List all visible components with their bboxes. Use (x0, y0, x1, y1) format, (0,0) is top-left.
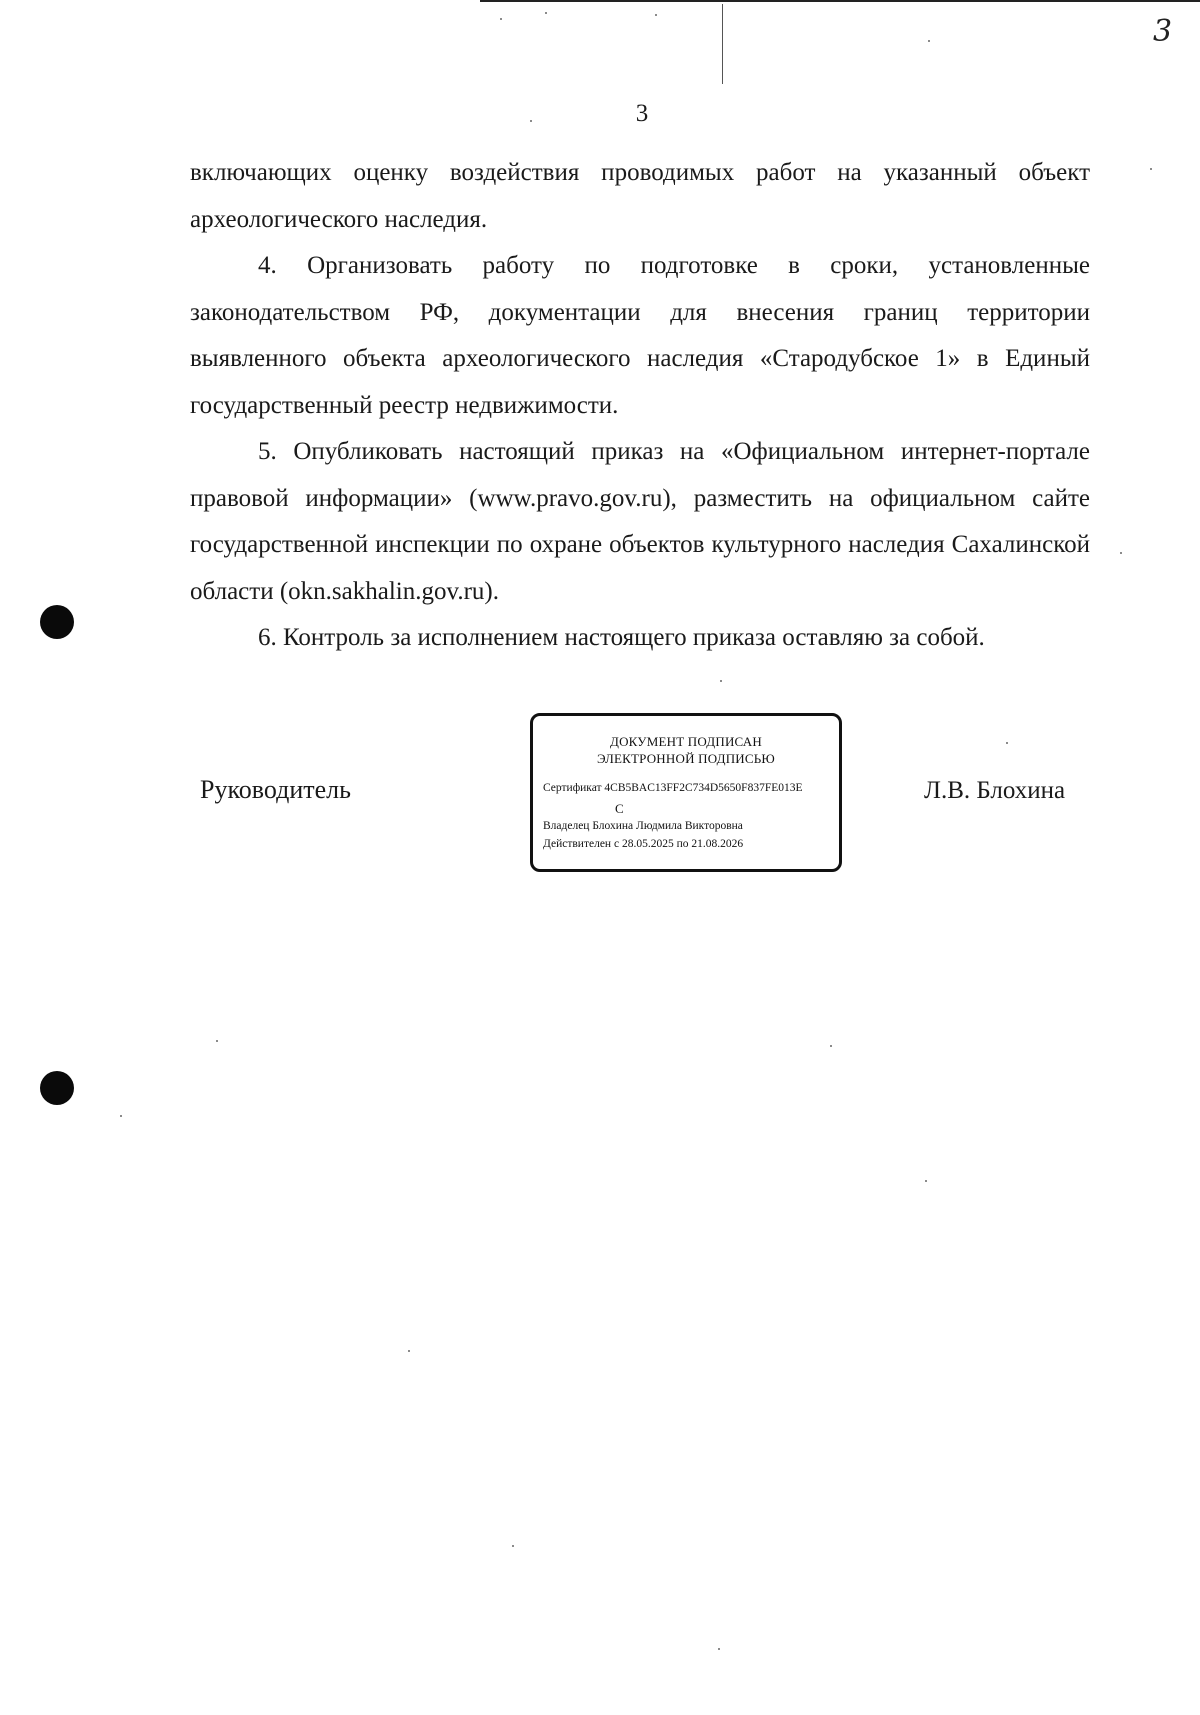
paragraph-item-6: 6. Контроль за исполнением настоящего приказа оставляю за собой. (258, 624, 985, 651)
paragraph-item-4: 4. Организовать работу по подготовке в сроки, установленные законодательством РФ, документации для внесения границ территории выявленного объекта археологического наследия «Стародубское 1» в Единый государственный реестр недвижимости. (190, 252, 1090, 419)
stamp-certificate-tail: C (615, 801, 624, 816)
document-body (190, 150, 1090, 662)
scan-speck (408, 1350, 410, 1352)
scan-fold-line (722, 4, 723, 84)
scan-speck (718, 1648, 720, 1650)
scan-speck (1006, 742, 1008, 744)
scan-speck (545, 12, 547, 14)
signatory-name: Л.В. Блохина (924, 777, 1066, 804)
stamp-validity: Действителен с 28.05.2025 по 21.08.2026 (543, 838, 744, 850)
scan-speck (500, 18, 502, 20)
signatory-role: Руководитель (200, 775, 351, 804)
scan-speck (830, 1045, 832, 1047)
scan-speck (655, 14, 657, 16)
scan-edge-line (480, 0, 1200, 2)
scan-speck (928, 40, 930, 42)
scan-speck (512, 1545, 514, 1547)
stamp-certificate: Сертификат 4CB5BAC13FF2C734D5650F837FE013E (543, 782, 803, 794)
paragraph-item-5: 5. Опубликовать настоящий приказ на «Официальном интернет-портале правовой информации» (www.pravo.gov.ru), разместить на официальном сайте государственной инспекции по охране объектов культурного наследия Сахалинской области (okn.sakhalin.gov.ru). (190, 438, 1090, 605)
scan-speck (1150, 168, 1152, 170)
page-number: 3 (635, 100, 649, 127)
scan-speck (120, 1115, 122, 1117)
handwritten-page-number: 3 (1153, 14, 1173, 49)
punch-hole (40, 605, 74, 639)
scan-speck (720, 680, 722, 682)
stamp-title-line1: ДОКУМЕНТ ПОДПИСАН (610, 734, 762, 749)
stamp-title-line2: ЭЛЕКТРОННОЙ ПОДПИСЬЮ (597, 751, 775, 766)
scan-speck (1120, 552, 1122, 554)
paragraph-continuation: включающих оценку воздействия проводимых работ на указанный объект археологического наследия. (190, 159, 1090, 233)
scan-speck (216, 1040, 218, 1042)
scan-speck (925, 1180, 927, 1182)
stamp-owner: Владелец Блохина Людмила Викторовна (543, 820, 743, 832)
electronic-signature-stamp (530, 713, 842, 872)
punch-hole (40, 1071, 74, 1105)
